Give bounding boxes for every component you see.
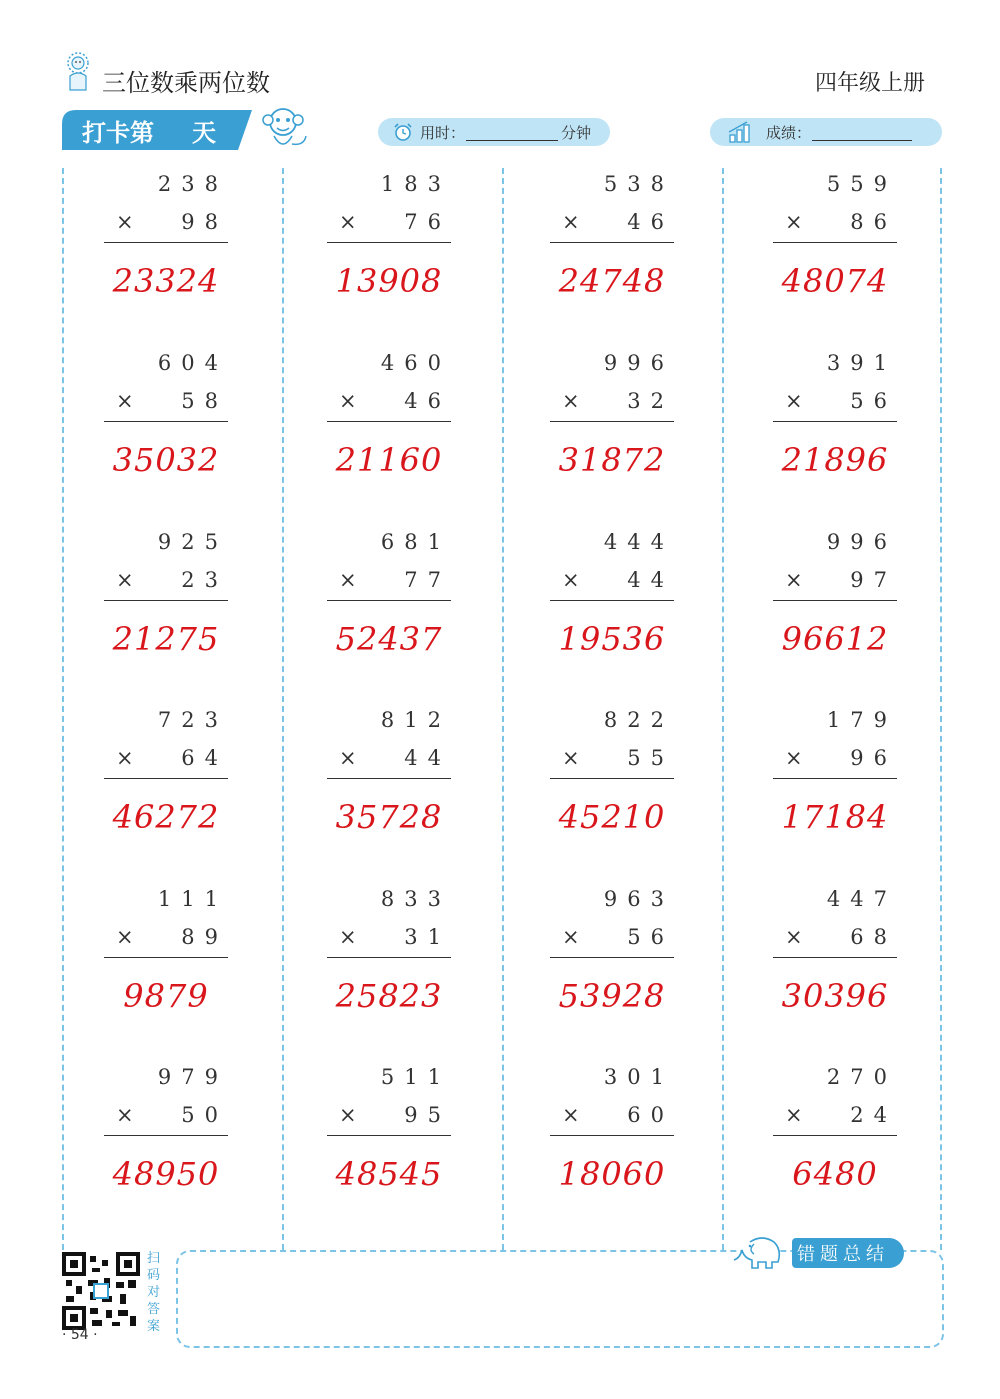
handwritten-answer[interactable]: 48074 <box>781 262 889 300</box>
handwritten-answer[interactable]: 35032 <box>112 441 220 479</box>
multiplicand: 391 <box>826 351 897 375</box>
times-sign: × <box>562 746 580 770</box>
multiplicand: 979 <box>157 1065 228 1089</box>
times-sign: × <box>116 1103 134 1127</box>
checkin-prefix: 打卡第 <box>82 119 154 147</box>
handwritten-answer[interactable]: 21896 <box>781 441 889 479</box>
answer-rule-line <box>104 421 228 422</box>
multiplication-problem <box>104 1065 228 1243</box>
multiplicand: 270 <box>826 1065 897 1089</box>
score-chart-icon <box>727 120 753 144</box>
column-divider <box>62 168 64 1250</box>
multiplication-problem <box>327 1065 451 1243</box>
page-title: 三位数乘两位数 <box>102 69 270 97</box>
multiplier: 98 <box>181 210 228 234</box>
answer-rule-line <box>550 1135 674 1136</box>
multiplicand: 538 <box>603 172 674 196</box>
elephant-mascot-icon <box>732 1232 792 1272</box>
alarm-clock-icon <box>392 121 414 143</box>
answer-rule-line <box>104 242 228 243</box>
multiplier: 96 <box>850 746 897 770</box>
times-sign: × <box>339 210 357 234</box>
multiplication-problem <box>104 351 228 529</box>
handwritten-answer[interactable]: 13908 <box>335 262 443 300</box>
grade-label: 四年级上册 <box>815 71 926 96</box>
multiplication-problem <box>773 708 897 886</box>
multiplication-problem <box>104 172 228 350</box>
times-sign: × <box>562 568 580 592</box>
multiplier: 46 <box>627 210 674 234</box>
multiplier: 89 <box>181 925 228 949</box>
handwritten-answer[interactable]: 25823 <box>335 977 443 1015</box>
checkin-suffix: 天 <box>192 119 216 147</box>
multiplication-problem <box>773 887 897 1065</box>
page-number: · 54 · <box>62 1327 98 1343</box>
multiplier: 31 <box>404 925 451 949</box>
multiplier: 56 <box>850 389 897 413</box>
multiplicand: 925 <box>157 530 228 554</box>
times-sign: × <box>116 389 134 413</box>
multiplier: 76 <box>404 210 451 234</box>
multiplication-problem <box>104 708 228 886</box>
times-sign: × <box>339 746 357 770</box>
answer-rule-line <box>773 600 897 601</box>
times-sign: × <box>785 1103 803 1127</box>
times-sign: × <box>562 210 580 234</box>
multiplier: 58 <box>181 389 228 413</box>
handwritten-answer[interactable]: 46272 <box>112 798 220 836</box>
handwritten-answer[interactable]: 48545 <box>335 1155 443 1193</box>
multiplicand: 301 <box>603 1065 674 1089</box>
times-sign: × <box>785 210 803 234</box>
multiplication-problem <box>550 1065 674 1243</box>
multiplier: 86 <box>850 210 897 234</box>
multiplicand: 681 <box>380 530 451 554</box>
times-sign: × <box>116 210 134 234</box>
multiplication-problem <box>773 1065 897 1243</box>
qr-code-icon[interactable] <box>62 1252 140 1330</box>
multiplicand: 996 <box>826 530 897 554</box>
mistake-summary-label: 错题总结 <box>797 1244 889 1265</box>
handwritten-answer[interactable]: 48950 <box>112 1155 220 1193</box>
multiplicand: 833 <box>380 887 451 911</box>
answer-rule-line <box>327 957 451 958</box>
handwritten-answer[interactable]: 30396 <box>781 977 889 1015</box>
multiplication-problem <box>327 351 451 529</box>
times-sign: × <box>116 568 134 592</box>
checkin-label <box>82 113 216 148</box>
handwritten-answer[interactable]: 6480 <box>792 1155 878 1193</box>
answer-rule-line <box>550 957 674 958</box>
multiplication-problem <box>327 172 451 350</box>
time-unit: 分钟 <box>561 124 592 142</box>
multiplication-problem <box>104 887 228 1065</box>
times-sign: × <box>339 1103 357 1127</box>
multiplier: 46 <box>404 389 451 413</box>
times-sign: × <box>785 568 803 592</box>
handwritten-answer[interactable]: 45210 <box>558 798 666 836</box>
multiplicand: 723 <box>157 708 228 732</box>
multiplicand: 460 <box>380 351 451 375</box>
multiplicand: 183 <box>380 172 451 196</box>
multiplication-problem <box>550 708 674 886</box>
lion-mascot-icon <box>62 52 94 92</box>
times-sign: × <box>785 925 803 949</box>
column-divider <box>722 168 724 1250</box>
multiplication-problem <box>104 530 228 708</box>
multiplier: 68 <box>850 925 897 949</box>
multiplicand: 963 <box>603 887 674 911</box>
monkey-mascot-icon <box>256 104 310 156</box>
multiplier: 95 <box>404 1103 451 1127</box>
handwritten-answer[interactable]: 23324 <box>112 262 220 300</box>
times-sign: × <box>339 925 357 949</box>
multiplier: 32 <box>627 389 674 413</box>
multiplier: 23 <box>181 568 228 592</box>
multiplier: 55 <box>627 746 674 770</box>
handwritten-answer[interactable]: 21275 <box>112 620 220 658</box>
answer-rule-line <box>550 778 674 779</box>
multiplicand: 812 <box>380 708 451 732</box>
times-sign: × <box>785 746 803 770</box>
handwritten-answer[interactable]: 17184 <box>781 798 889 836</box>
handwritten-answer[interactable]: 19536 <box>558 620 666 658</box>
answer-rule-line <box>773 1135 897 1136</box>
multiplication-problem <box>327 887 451 1065</box>
multiplicand: 238 <box>157 172 228 196</box>
multiplication-problem <box>550 530 674 708</box>
handwritten-answer[interactable]: 53928 <box>558 977 666 1015</box>
multiplier: 56 <box>627 925 674 949</box>
answer-rule-line <box>104 957 228 958</box>
answer-rule-line <box>550 421 674 422</box>
times-sign: × <box>339 389 357 413</box>
answer-rule-line <box>773 421 897 422</box>
multiplier: 60 <box>627 1103 674 1127</box>
handwritten-answer[interactable]: 18060 <box>558 1155 666 1193</box>
multiplicand: 604 <box>157 351 228 375</box>
answer-rule-line <box>773 957 897 958</box>
time-input-line[interactable] <box>466 140 558 141</box>
score-input-line[interactable] <box>812 140 912 141</box>
multiplication-problem <box>550 172 674 350</box>
answer-rule-line <box>773 242 897 243</box>
scan-for-answers-label: 扫码对答案 <box>147 1251 161 1334</box>
answer-rule-line <box>550 600 674 601</box>
handwritten-answer[interactable]: 52437 <box>335 620 443 658</box>
handwritten-answer[interactable]: 96612 <box>781 620 889 658</box>
times-sign: × <box>562 389 580 413</box>
answer-rule-line <box>104 600 228 601</box>
answer-rule-line <box>327 242 451 243</box>
multiplier: 50 <box>181 1103 228 1127</box>
multiplication-problem <box>327 708 451 886</box>
multiplication-problem <box>773 351 897 529</box>
column-divider <box>282 168 284 1250</box>
multiplication-problem <box>327 530 451 708</box>
multiplicand: 444 <box>603 530 674 554</box>
times-sign: × <box>785 389 803 413</box>
answer-rule-line <box>327 1135 451 1136</box>
handwritten-answer[interactable]: 35728 <box>335 798 443 836</box>
answer-rule-line <box>327 778 451 779</box>
answer-rule-line <box>104 778 228 779</box>
column-divider <box>940 168 942 1250</box>
multiplication-problem <box>773 530 897 708</box>
multiplication-problem <box>550 887 674 1065</box>
times-sign: × <box>116 925 134 949</box>
multiplicand: 511 <box>380 1065 451 1089</box>
multiplier: 44 <box>404 746 451 770</box>
multiplicand: 111 <box>157 887 228 911</box>
handwritten-answer[interactable]: 21160 <box>335 441 443 479</box>
answer-rule-line <box>327 600 451 601</box>
times-sign: × <box>339 568 357 592</box>
multiplier: 44 <box>627 568 674 592</box>
multiplication-problem <box>550 351 674 529</box>
answer-rule-line <box>327 421 451 422</box>
answer-rule-line <box>773 778 897 779</box>
handwritten-answer[interactable]: 9879 <box>123 977 209 1015</box>
times-sign: × <box>116 746 134 770</box>
answer-rule-line <box>550 242 674 243</box>
handwritten-answer[interactable]: 24748 <box>558 262 666 300</box>
answer-rule-line <box>104 1135 228 1136</box>
times-sign: × <box>562 925 580 949</box>
multiplier: 77 <box>404 568 451 592</box>
score-label: 成绩： <box>766 124 812 142</box>
multiplicand: 996 <box>603 351 674 375</box>
multiplier: 24 <box>850 1103 897 1127</box>
times-sign: × <box>562 1103 580 1127</box>
multiplier: 64 <box>181 746 228 770</box>
multiplicand: 179 <box>826 708 897 732</box>
multiplicand: 822 <box>603 708 674 732</box>
multiplicand: 559 <box>826 172 897 196</box>
column-divider <box>502 168 504 1250</box>
handwritten-answer[interactable]: 31872 <box>558 441 666 479</box>
multiplier: 97 <box>850 568 897 592</box>
multiplication-problem <box>773 172 897 350</box>
time-label: 用时： <box>420 124 466 142</box>
multiplicand: 447 <box>826 887 897 911</box>
